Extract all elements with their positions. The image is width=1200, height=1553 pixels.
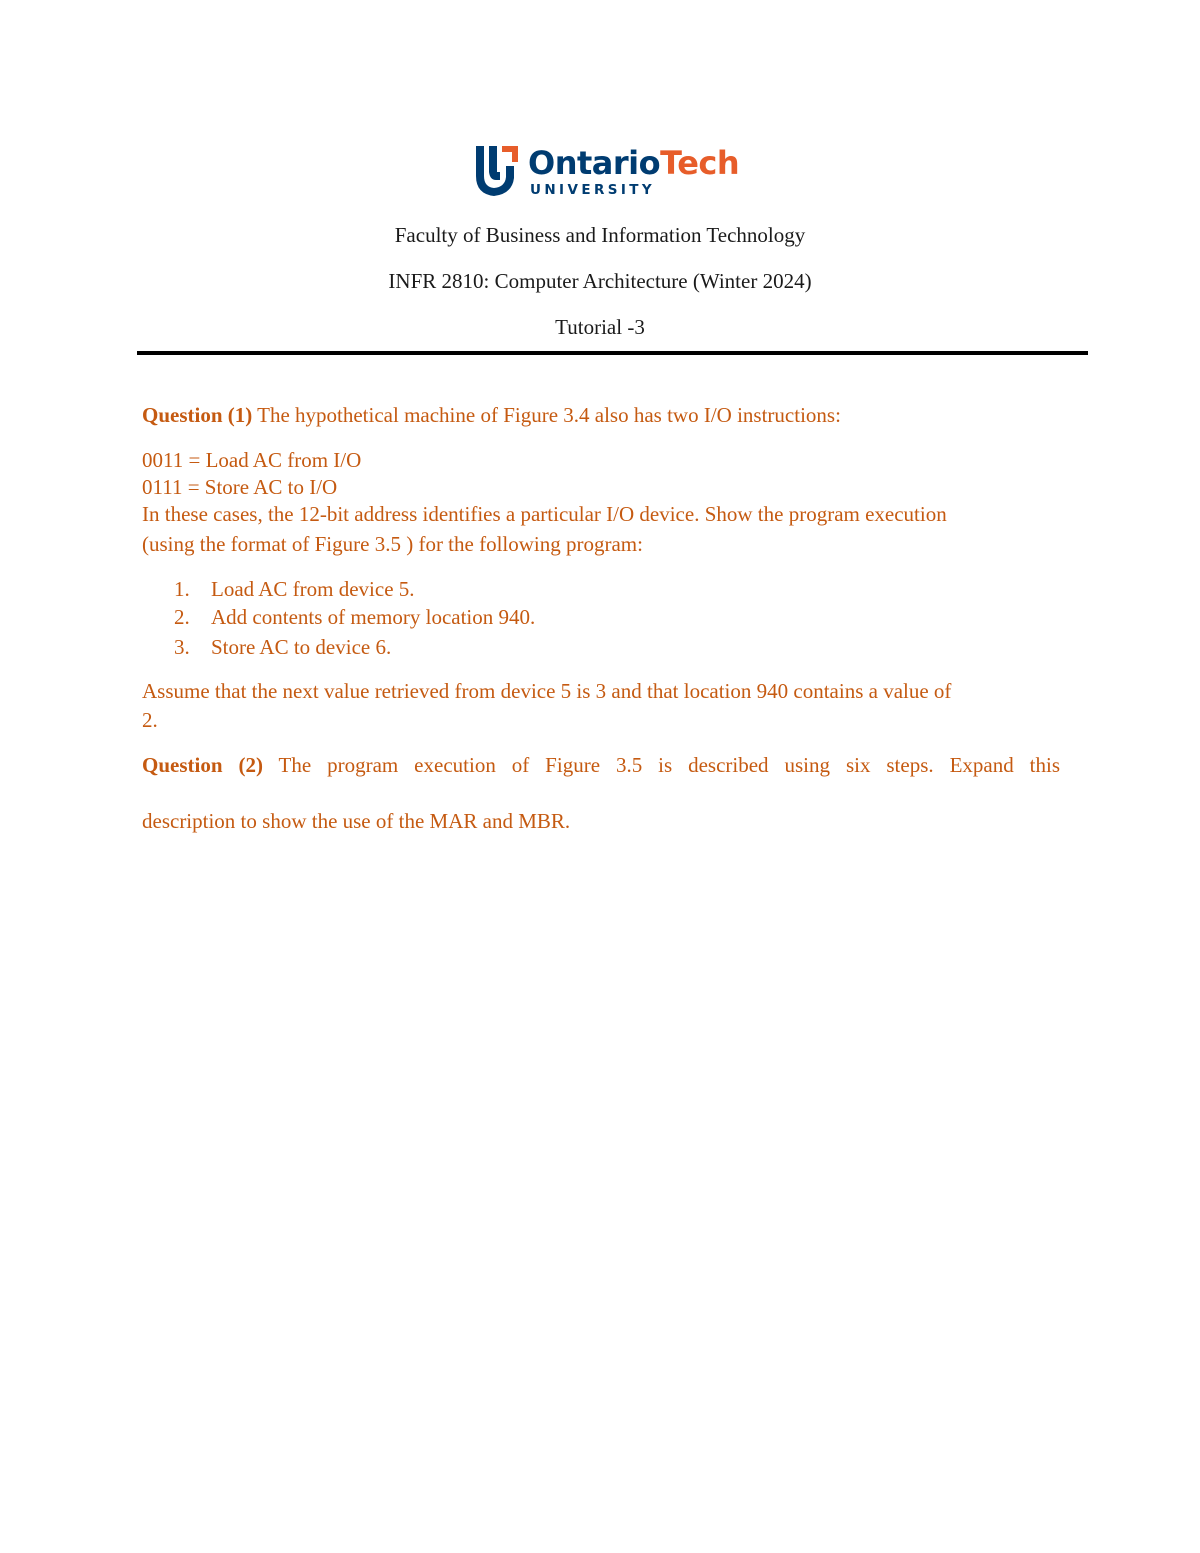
question-1-description-line2: (using the format of Figure 3.5 ) for the following program: [142,532,643,556]
instruction-load: 0011 = Load AC from I/O [142,448,362,472]
list-item-number: 3. [174,635,190,659]
question-1-label: Question (1) [142,403,253,427]
question-2-label: Question (2) [142,753,263,777]
ontario-tech-shield-icon [470,142,524,200]
logo-word-tech: Tech [660,144,740,182]
list-item [174,575,415,603]
list-item-text: Load AC from device 5. [211,577,415,601]
logo-wordmark [528,144,739,182]
question-1-assumption-line1: Assume that the next value retrieved from device 5 is 3 and that location 940 contains a value of [142,679,952,703]
question-2-line2: description to show the use of the MAR and MBR. [142,809,571,833]
faculty-heading: Faculty of Business and Information Technology [394,223,806,247]
list-item-number: 1. [174,577,190,601]
logo-word-ontario: Ontario [528,144,661,182]
list-item-text: Store AC to device 6. [211,635,392,659]
question-1-assumption-line2: 2. [142,708,158,732]
question-2-text: The program execution of Figure 3.5 is described using six steps. Expand this [262,753,1061,777]
instruction-store: 0111 = Store AC to I/O [142,475,338,499]
list-item-text: Add contents of memory location 940. [211,605,536,629]
ontario-tech-logo [470,142,740,202]
question-1-description-line1: In these cases, the 12-bit address identifies a particular I/O device. Show the program execution [142,502,947,526]
list-item [174,633,391,661]
header-divider [137,351,1088,355]
question-1-intro-text: The hypothetical machine of Figure 3.4 also has two I/O instructions: [252,403,841,427]
list-item [174,603,535,631]
logo-university: UNIVERSITY [530,182,656,198]
question-1-intro [142,401,841,429]
course-heading: INFR 2810: Computer Architecture (Winter 2024) [388,269,812,293]
tutorial-heading: Tutorial -3 [555,315,645,339]
list-item-number: 2. [174,605,190,629]
question-2-line1 [142,751,1060,779]
